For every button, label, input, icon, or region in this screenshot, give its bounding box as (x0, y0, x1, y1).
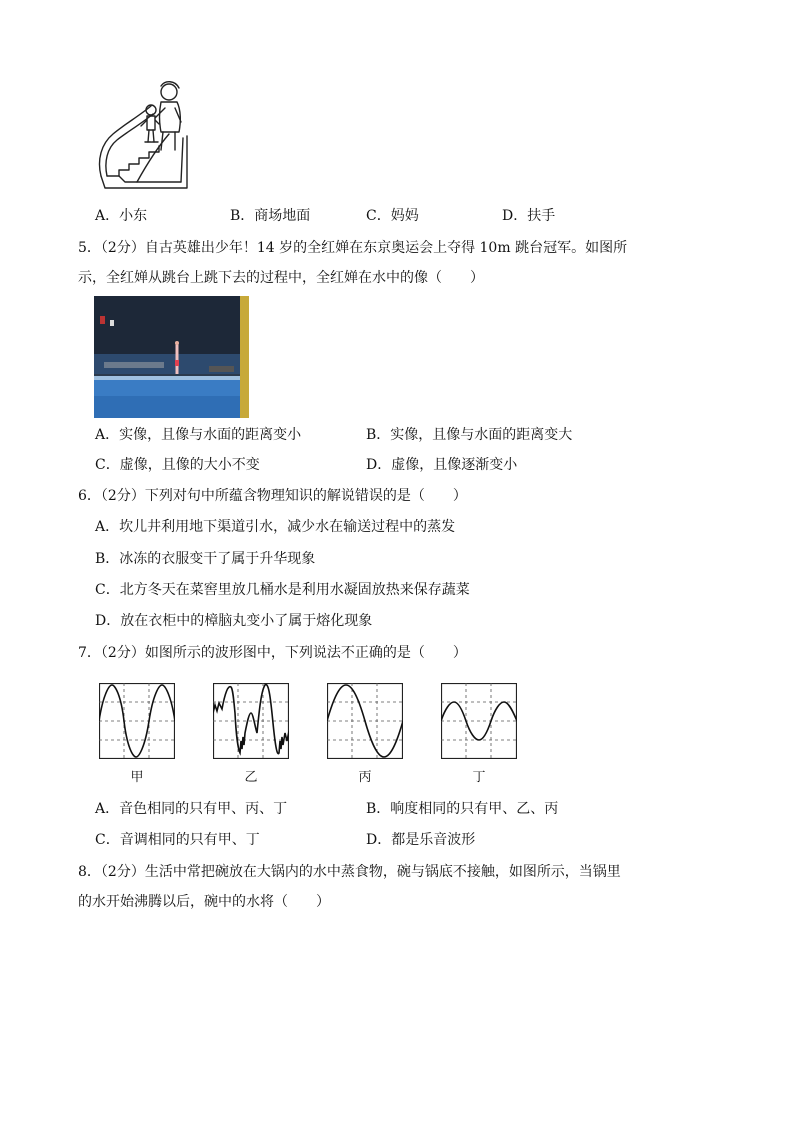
q5-option-c: C．虚像，且像的大小不变 (95, 457, 260, 473)
q7-option-d: D．都是乐音波形 (366, 832, 476, 848)
diving-photo (94, 296, 249, 418)
q7-option-a: A．音色相同的只有甲、丙、丁 (95, 801, 288, 817)
waveform-label-ding: 丁 (472, 770, 486, 785)
q7-option-c: C．音调相同的只有甲、丁 (95, 832, 260, 848)
waveform-bing (327, 683, 403, 759)
waveform-jia (99, 683, 175, 759)
q5-stem-line1: 5．（2分）自古英雄出少年！14 岁的全红婵在东京奥运会上夺得 10m 跳台冠军。如图所 (78, 240, 628, 256)
q7-option-b: B．响度相同的只有甲、乙、丙 (366, 801, 559, 817)
q5-option-a: A．实像，且像与水面的距离变小 (95, 427, 302, 443)
waveform-label-yi: 乙 (244, 770, 258, 785)
q6-option-c: C．北方冬天在菜窖里放几桶水是利用水凝固放热来保存蔬菜 (95, 582, 470, 598)
q8-stem-line1: 8．（2分）生活中常把碗放在大锅内的水中蒸食物，碗与锅底不接触，如图所示，当锅里 (78, 864, 621, 880)
q5-option-d: D．虚像，且像逐渐变小 (366, 457, 518, 473)
q4-option-d: D．扶手 (502, 208, 556, 224)
waveform-ding (441, 683, 517, 759)
q4-option-c: C．妈妈 (366, 208, 419, 224)
waveform-yi (213, 683, 289, 759)
q4-option-b: B．商场地面 (230, 208, 311, 224)
waveform-label-jia: 甲 (130, 770, 144, 785)
q8-stem-line2: 的水开始沸腾以后，碗中的水将（ ） (78, 894, 330, 910)
q6-option-a: A．坎儿井利用地下渠道引水，减少水在输送过程中的蒸发 (95, 519, 456, 535)
escalator-figure (95, 78, 195, 196)
q4-option-a: A．小东 (95, 208, 148, 224)
waveform-label-bing: 丙 (358, 770, 372, 785)
q7-stem: 7．（2分）如图所示的波形图中，下列说法不正确的是（ ） (78, 645, 467, 661)
q5-option-b: B．实像，且像与水面的距离变大 (366, 427, 573, 443)
q6-option-b: B．冰冻的衣服变干了属于升华现象 (95, 551, 316, 567)
q5-stem-line2: 示，全红婵从跳台上跳下去的过程中，全红婵在水中的像（ ） (78, 270, 484, 286)
q6-stem: 6．（2分）下列对句中所蕴含物理知识的解说错误的是（ ） (78, 488, 467, 504)
q6-option-d: D．放在衣柜中的樟脑丸变小了属于熔化现象 (95, 613, 373, 629)
